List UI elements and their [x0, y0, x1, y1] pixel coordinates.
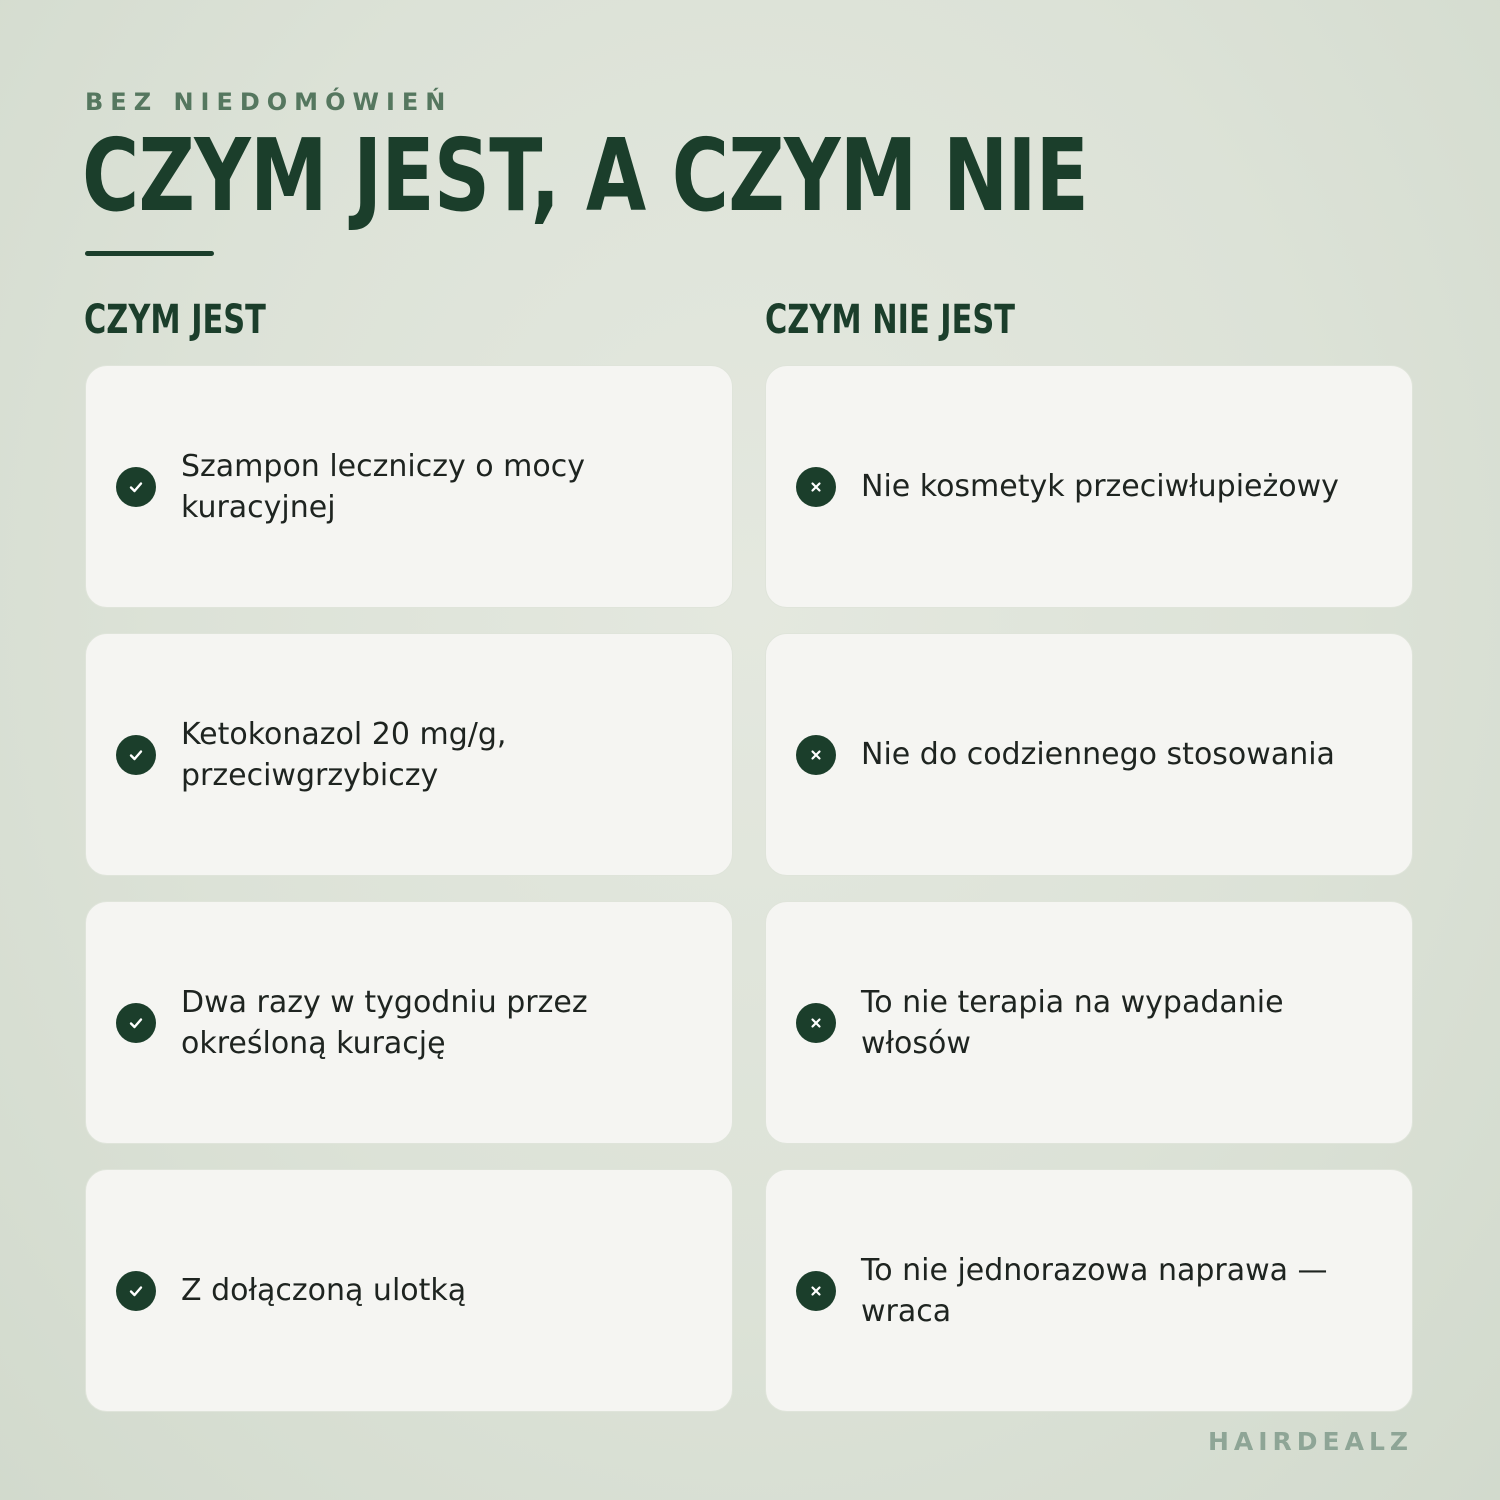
- is-item-label: Szampon leczniczy o mocy kuracyjnej: [181, 448, 585, 525]
- brand-logo: HAIRDEALZ: [1207, 1427, 1413, 1456]
- is-not-card: [765, 365, 1413, 608]
- title-underline: [85, 251, 214, 256]
- column-heading-is-not: CZYM NIE JEST: [765, 297, 1016, 343]
- is-card: [85, 633, 733, 876]
- is-not-card: [765, 901, 1413, 1144]
- x-icon: [796, 1271, 836, 1311]
- is-card: [85, 365, 733, 608]
- is-card: [85, 901, 733, 1144]
- check-icon: [116, 1271, 156, 1311]
- is-not-item-label: To nie terapia na wypadanie włosów: [861, 984, 1284, 1061]
- x-icon: [796, 467, 836, 507]
- eyebrow-label: BEZ NIEDOMÓWIEŃ: [85, 88, 453, 116]
- is-not-card: [765, 633, 1413, 876]
- is-column: [85, 365, 735, 1437]
- is-item-label: Ketokonazol 20 mg/g, przeciwgrzybiczy: [181, 716, 507, 793]
- is-not-item-label: To nie jednorazowa naprawa — wraca: [861, 1252, 1328, 1329]
- check-icon: [116, 467, 156, 507]
- is-not-item-label: Nie kosmetyk przeciwłupieżowy: [861, 469, 1339, 504]
- is-not-card: [765, 1169, 1413, 1412]
- is-item-label: Dwa razy w tygodniu przez określoną kurację: [181, 984, 588, 1061]
- is-not-column: [765, 365, 1415, 1437]
- check-icon: [116, 1003, 156, 1043]
- x-icon: [796, 1003, 836, 1043]
- page-title: CZYM JEST, A CZYM NIE: [82, 117, 1089, 234]
- is-not-item-label: Nie do codziennego stosowania: [861, 737, 1335, 772]
- is-item-label: Z dołączoną ulotką: [181, 1273, 467, 1308]
- is-card: [85, 1169, 733, 1412]
- check-icon: [116, 735, 156, 775]
- x-icon: [796, 735, 836, 775]
- column-heading-is: CZYM JEST: [84, 297, 266, 343]
